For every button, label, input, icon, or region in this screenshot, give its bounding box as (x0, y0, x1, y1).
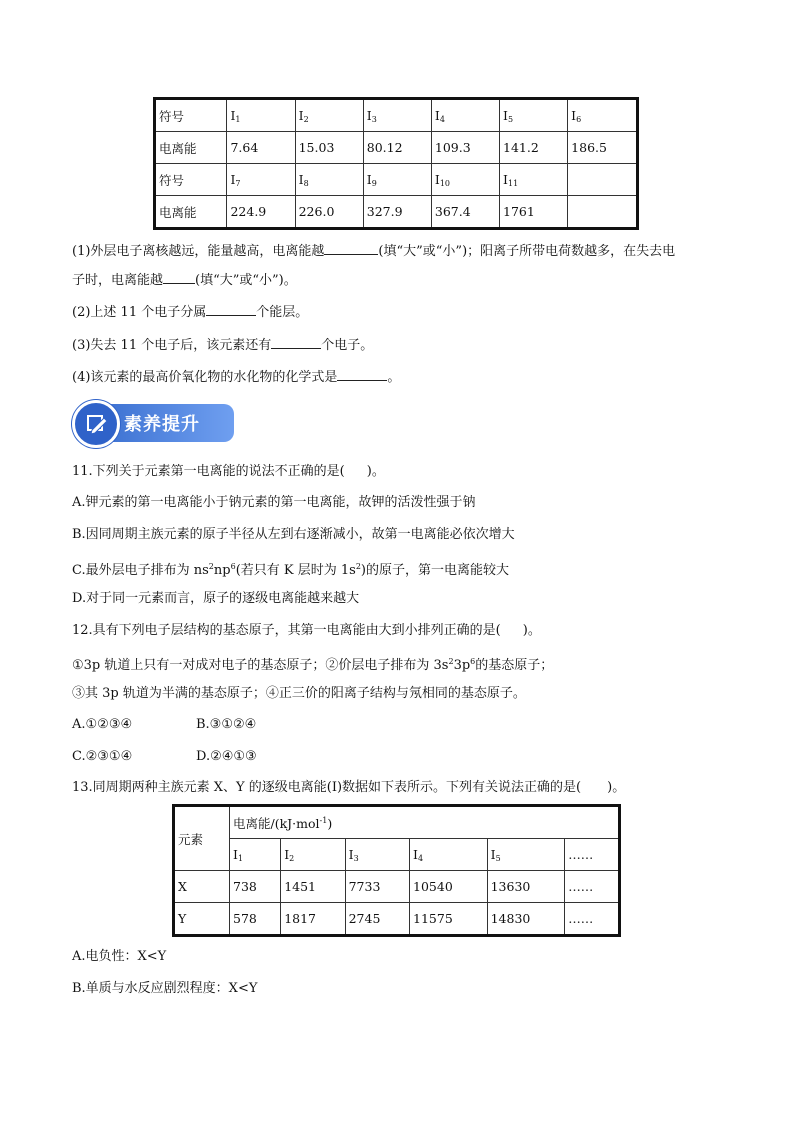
table-cell: $I_9$ (363, 164, 431, 196)
table-row (155, 164, 638, 196)
table-cell: 738 (230, 871, 281, 903)
table-cell (568, 196, 638, 229)
table-cell: …… (565, 839, 620, 871)
table-cell: 1817 (281, 903, 345, 936)
table-cell: 电离能/(kJ·mol$^{-1}$) (230, 806, 620, 839)
table-cell: 符号 (155, 99, 227, 132)
section-title: 素养提升 (124, 414, 200, 435)
table-cell: 电离能 (155, 196, 227, 229)
q11-stem: 11.下列关于元素第一电离能的说法不正确的是( )。 (72, 464, 385, 479)
ionization-energy-table (153, 97, 639, 230)
q10-part1-line1: (1)外层电子离核越远，能量越高，电离能越 (填“大”或“小”)；阳离子所带电荷数越多，在失去电 (72, 241, 675, 261)
table-row (174, 871, 620, 903)
answer-blank[interactable] (337, 367, 387, 381)
table-cell: 10540 (410, 871, 488, 903)
table-cell: 578 (230, 903, 281, 936)
answer-blank[interactable] (206, 302, 256, 316)
table-cell: 109.3 (431, 132, 499, 164)
table-cell: $I_4$ (431, 99, 499, 132)
table-cell (568, 164, 638, 196)
q10-part3: (3)失去 11 个电子后，该元素还有 个电子。 (72, 335, 373, 355)
q10-part1-line2: 子时，电离能越 (填“大”或“小”)。 (72, 270, 297, 290)
answer-blank[interactable] (163, 270, 195, 284)
table-cell: …… (565, 903, 620, 936)
table-cell: 符号 (155, 164, 227, 196)
answer-blank[interactable] (271, 335, 321, 349)
table-cell: 1761 (500, 196, 568, 229)
table-cell: $I_3$ (363, 99, 431, 132)
q13-stem: 13.同周期两种主族元素 X、Y 的逐级电离能(I)数据如下表所示。下列有关说法正确的是( )。 (72, 780, 626, 795)
q13-option-a: A.电负性：X<Y (72, 949, 167, 964)
table-cell: $I_1$ (227, 99, 295, 132)
table-cell: 13630 (487, 871, 565, 903)
table-cell: 80.12 (363, 132, 431, 164)
q11-option-c: C.最外层电子排布为 $ns^2np^6$(若只有 K 层时为 $1s^2$)的原子，第一电离能较大 (72, 562, 509, 578)
xy-ionization-table (172, 804, 621, 937)
table-cell: 327.9 (363, 196, 431, 229)
q12-line1: ①3p 轨道上只有一对成对电子的基态原子；②价层电子排布为 $3s^23p^6$的基态原子； (72, 657, 554, 673)
table-cell: $I_5$ (500, 99, 568, 132)
q10-part2: (2)上述 11 个电子分属 个能层。 (72, 302, 308, 322)
table-cell: $I_6$ (568, 99, 638, 132)
table-cell: $I_5$ (487, 839, 565, 871)
q12-line2: ③其 3p 轨道为半满的基态原子；④正三价的阳离子结构与氖相同的基态原子。 (72, 686, 526, 701)
table-cell: 367.4 (431, 196, 499, 229)
table-cell: $I_1$ (230, 839, 281, 871)
q12-option-a: A.①②③④ (72, 717, 133, 732)
table-cell: Y (174, 903, 230, 936)
answer-blank[interactable] (324, 241, 378, 255)
table-cell: 电离能 (155, 132, 227, 164)
table-cell: 11575 (410, 903, 488, 936)
section-banner (72, 400, 234, 442)
table-cell: $I_{11}$ (500, 164, 568, 196)
table-row (155, 196, 638, 229)
table-row (155, 132, 638, 164)
q12-option-d: D.②④①③ (196, 749, 257, 764)
table-row (155, 99, 638, 132)
q12-option-c: C.②③①④ (72, 749, 133, 764)
table-cell: 元素 (174, 806, 230, 871)
q11-option-b: B.因同周期主族元素的原子半径从左到右逐渐减小，故第一电离能必依次增大 (72, 527, 515, 542)
table-cell: 224.9 (227, 196, 295, 229)
table-cell: 186.5 (568, 132, 638, 164)
q13-option-b: B.单质与水反应剧烈程度：X<Y (72, 981, 258, 996)
table-cell: 7.64 (227, 132, 295, 164)
table-cell: …… (565, 871, 620, 903)
q12-option-b: B.③①②④ (196, 717, 257, 732)
table-cell: $I_2$ (295, 99, 363, 132)
table-row (174, 903, 620, 936)
q11-option-d: D.对于同一元素而言，原子的逐级电离能越来越大 (72, 591, 360, 606)
table-cell: 7733 (345, 871, 409, 903)
table-cell: $I_2$ (281, 839, 345, 871)
table-cell: $I_3$ (345, 839, 409, 871)
q11-option-a: A.钾元素的第一电离能小于钠元素的第一电离能，故钾的活泼性强于钠 (72, 495, 476, 510)
pencil-icon (72, 400, 120, 448)
table-cell: 141.2 (500, 132, 568, 164)
table-row (174, 839, 620, 871)
q10-part4: (4)该元素的最高价氧化物的水化物的化学式是 。 (72, 367, 400, 387)
table-cell: $I_4$ (410, 839, 488, 871)
table-cell: 2745 (345, 903, 409, 936)
table-cell: 15.03 (295, 132, 363, 164)
table-cell: X (174, 871, 230, 903)
table-cell: 1451 (281, 871, 345, 903)
q12-stem: 12.具有下列电子层结构的基态原子，其第一电离能由大到小排列正确的是( )。 (72, 623, 541, 638)
table-cell: $I_8$ (295, 164, 363, 196)
table-cell: 226.0 (295, 196, 363, 229)
table-cell: $I_7$ (227, 164, 295, 196)
table-cell: 14830 (487, 903, 565, 936)
table-cell: $I_{10}$ (431, 164, 499, 196)
table-row (174, 806, 620, 839)
